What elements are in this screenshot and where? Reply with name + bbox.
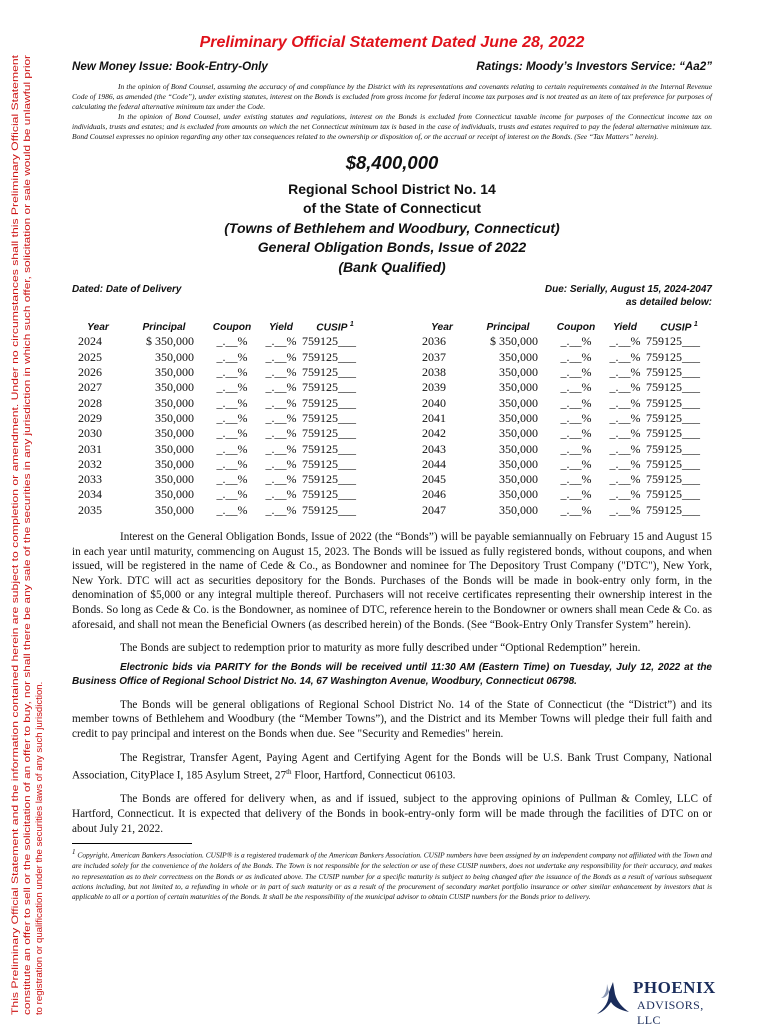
phoenix-advisors-logo — [595, 976, 717, 1027]
table-row — [72, 487, 368, 502]
cell-principal: 350,000 — [499, 410, 538, 425]
cell-principal: 350,000 — [155, 395, 194, 410]
tax-opinion-federal: In the opinion of Bond Counsel, assuming the accuracy of and compliance by the District with its representations and covenants relating to certain requirements contained in the Internal Revenue Code of 1986, as amended (the “Code”), under existing statutes, interest on the Bonds is excluded from gross income for federal income tax purposes and is not treated as an item of tax preference for purposes of calculating the federal alternative minimum tax under the Code. — [72, 82, 712, 112]
cell-yield: _.__% — [609, 487, 641, 502]
side-disclaimer — [2, 0, 56, 1024]
cell-coupon: _.__% — [560, 426, 592, 441]
table-row — [72, 503, 368, 518]
logo-name: PHOENIX — [633, 978, 716, 997]
col-coupon: Coupon — [212, 321, 252, 333]
cell-yield: _.__% — [609, 334, 641, 349]
cell-coupon: _.__% — [560, 334, 592, 349]
maturity-table-right — [416, 321, 712, 518]
cell-year: 2033 — [78, 472, 102, 487]
cell-yield: _.__% — [609, 441, 641, 456]
cell-cusip: 759125___ — [646, 502, 700, 517]
cell-principal: 350,000 — [499, 456, 538, 471]
cell-cusip: 759125___ — [646, 395, 700, 410]
table-row — [416, 350, 712, 365]
cell-cusip: 759125___ — [302, 349, 356, 364]
cell-cusip: 759125___ — [646, 365, 700, 380]
col-yield: Yield — [269, 321, 293, 333]
offered-paragraph: The Bonds are offered for delivery when, as and if issued, subject to the approving opinions of Pullman & Comley, LLC of Hartford, Connecticut. It is expected that delivery of the Bonds in book-entry-only form will be made through the facilities of DTC on or about July 21, 2022. — [72, 793, 712, 835]
due-label — [545, 283, 712, 309]
cell-coupon: _.__% — [216, 441, 248, 456]
cell-cusip: 759125___ — [302, 487, 356, 502]
cell-cusip: 759125___ — [302, 380, 356, 395]
cell-coupon: _.__% — [216, 487, 248, 502]
cell-principal: 350,000 — [499, 395, 538, 410]
cell-coupon: _.__% — [216, 395, 248, 410]
table-row — [72, 426, 368, 441]
cell-cusip: 759125___ — [646, 441, 700, 456]
table-row — [416, 396, 712, 411]
table-row — [416, 411, 712, 426]
cell-cusip: 759125___ — [646, 380, 700, 395]
table-row — [416, 426, 712, 441]
cell-principal: 350,000 — [499, 349, 538, 364]
tax-opinion-state: In the opinion of Bond Counsel, under existing statutes and regulations, interest on the Bonds is excluded from Connecticut taxable income for purposes of the Connecticut income tax on individuals, trusts and estates; and is excluded from amounts on which the net Connecticut minimum tax is based in the case of individuals, trusts and estates required to pay the federal alternative minimum tax. Bond Counsel expresses no opinion regarding any other tax consequences related to the ownership or disposition of, or the accrual or receipt of interest on the Bonds. (See “Tax Matters” herein). — [72, 112, 712, 142]
cusip-footnote: $^1$ Copyright, American Bankers Association. CUSIP® is a registered trademark of the American Bankers Association. CUSIP numbers have been assigned by an independent company not affiliated with the Town and are included solely for the convenience of the holders of the Bonds. The Town is not responsible for the selection or use of these CUSIP numbers, does not undertake any responsibility for their accuracy, and makes no representation as to their correctness on the Bonds or as indicated above. The CUSIP number for a specific maturity is subject to being changed after the issuance of the Bonds as a result of various subsequent actions including, but not limited to, a refunding in whole or in part of such maturity or as a result of the procurement of secondary market portfolio insurance or other similar enhancement by investors that is applicable to all or a portion of certain maturities of the Bonds. It shall be the responsibility of the municipal advisor to obtain CUSIP numbers for the Bonds prior to delivery. — [72, 848, 712, 902]
cell-coupon: _.__% — [216, 349, 248, 364]
cell-year: 2039 — [422, 380, 446, 395]
col-cusip: CUSIP $^1$ — [316, 321, 354, 334]
cell-principal: 350,000 — [155, 487, 194, 502]
cell-yield: _.__% — [265, 426, 297, 441]
table-row — [72, 334, 368, 349]
cell-cusip: 759125___ — [646, 472, 700, 487]
cell-year: 2037 — [422, 349, 446, 364]
issue-type: New Money Issue: Book-Entry-Only — [72, 60, 268, 73]
cell-cusip: 759125___ — [302, 502, 356, 517]
cell-year: 2046 — [422, 487, 446, 502]
side-notice-line-2: constitute an offer to sell or the solicitation of an offer to buy, nor shall there be any sale of the securities in any jurisdiction in which such offer, solicitation or sale would be unlawful prior — [22, 234, 33, 1015]
maturity-table-left — [72, 321, 368, 518]
cell-coupon: _.__% — [560, 441, 592, 456]
due-line-2: as detailed below: — [625, 297, 712, 309]
col-coupon: Coupon — [556, 321, 596, 333]
obligations-paragraph: The Bonds will be general obligations of Regional School District No. 14 of the State of Connecticut (the “District”) and its member towns of Bethlehem and Woodbury (the “Member Towns”), and the District and its Member Towns will pledge their full faith and credit to pay principal and interest on the Bonds when due. See "Security and Remedies" herein. — [72, 698, 712, 740]
cell-cusip: 759125___ — [302, 334, 356, 349]
cell-yield: _.__% — [265, 502, 297, 517]
cell-yield: _.__% — [265, 334, 297, 349]
col-yield: Yield — [613, 321, 637, 333]
cell-coupon: _.__% — [216, 410, 248, 425]
cell-year: 2034 — [78, 487, 102, 502]
cell-year: 2025 — [78, 349, 102, 364]
cell-cusip: 759125___ — [302, 410, 356, 425]
cell-yield: _.__% — [609, 349, 641, 364]
table-row — [416, 503, 712, 518]
table-header-row — [416, 321, 712, 334]
cell-yield: _.__% — [609, 472, 641, 487]
side-disclaimer-svg — [2, 0, 56, 1024]
document-body — [72, 34, 712, 903]
redemption-paragraph: The Bonds are subject to redemption prior to maturity as more fully described under “Optional Redemption” herein. — [120, 642, 641, 655]
cell-cusip: 759125___ — [646, 487, 700, 502]
cell-yield: _.__% — [265, 456, 297, 471]
cell-coupon: _.__% — [560, 365, 592, 380]
cell-coupon: _.__% — [216, 426, 248, 441]
cell-cusip: 759125___ — [646, 426, 700, 441]
cell-coupon: _.__% — [560, 487, 592, 502]
cell-yield: _.__% — [609, 426, 641, 441]
cell-principal: 350,000 — [155, 365, 194, 380]
cell-yield: _.__% — [265, 349, 297, 364]
cell-year: 2028 — [78, 395, 102, 410]
cell-yield: _.__% — [265, 441, 297, 456]
cell-principal: 350,000 — [155, 349, 194, 364]
cell-yield: _.__% — [265, 472, 297, 487]
cell-cusip: 759125___ — [646, 410, 700, 425]
table-row — [72, 411, 368, 426]
issue-info-row — [72, 60, 712, 73]
table-row — [416, 380, 712, 395]
logo-sub: ADVISORS, LLC — [637, 998, 704, 1027]
cell-year: 2032 — [78, 456, 102, 471]
cell-cusip: 759125___ — [646, 334, 700, 349]
table-row — [72, 472, 368, 487]
cell-principal: 350,000 — [155, 472, 194, 487]
cell-year: 2040 — [422, 395, 446, 410]
cell-year: 2036 — [422, 334, 446, 349]
cell-principal: 350,000 — [155, 502, 194, 517]
phoenix-bird-icon — [595, 978, 631, 1018]
maturity-rows-left — [72, 334, 368, 518]
bond-title: General Obligation Bonds, Issue of 2022 — [257, 239, 527, 256]
cell-year: 2026 — [78, 365, 102, 380]
cell-cusip: 759125___ — [646, 456, 700, 471]
cell-yield: _.__% — [609, 380, 641, 395]
bank-qualified: (Bank Qualified) — [338, 258, 446, 275]
cell-principal: $ 350,000 — [146, 334, 194, 349]
table-header-row — [72, 321, 368, 334]
table-row — [416, 442, 712, 457]
table-row — [416, 457, 712, 472]
side-notice-line-1: This Preliminary Official Statement and the information contained herein are subject to completion or amendment. Under no circumstances shall this Preliminary Official Statement — [10, 258, 21, 1015]
cell-cusip: 759125___ — [302, 426, 356, 441]
dated-due-row — [72, 283, 712, 309]
table-row — [72, 350, 368, 365]
cell-yield: _.__% — [609, 395, 641, 410]
cell-year: 2029 — [78, 410, 102, 425]
cell-principal: 350,000 — [499, 472, 538, 487]
cell-principal: 350,000 — [155, 426, 194, 441]
cell-cusip: 759125___ — [302, 472, 356, 487]
cell-year: 2031 — [78, 441, 102, 456]
table-row — [72, 365, 368, 380]
cell-principal: 350,000 — [499, 441, 538, 456]
col-year: Year — [431, 321, 453, 333]
cell-cusip: 759125___ — [302, 441, 356, 456]
col-principal: Principal — [486, 321, 530, 333]
footnote-divider — [72, 843, 192, 844]
interest-paragraph: Interest on the General Obligation Bonds, Issue of 2022 (the “Bonds”) will be payable semiannually on February 15 and August 15 in each year until maturity, commencing on August 15, 2023. The Bonds will be issued as fully registered bonds, without coupons, and when issued, will be registered in the name of Cede & Co., as Bondowner and nominee for The Depository Trust Company ("DTC"), New York, New York. DTC will act as securities depository for the Bonds. Purchases of the Bonds will be made in book-entry only form, in the denomination of $5,000 or any integral multiple thereof. Purchasers will not receive certificates representing their ownership interest in the Bonds. So long as Cede & Co. is the Bondowner, as nominee of DTC, reference herein to the Bondowner or owners shall mean Cede & Co. as aforesaid, and shall not mean the Beneficial Owners (as described herein) of the Bonds. (See “Book-Entry Only Transfer System” herein). — [72, 531, 712, 631]
cell-year: 2038 — [422, 365, 446, 380]
cell-principal: 350,000 — [155, 441, 194, 456]
dated-label: Dated: Date of Delivery — [72, 284, 182, 296]
issuer-state: of the State of Connecticut — [302, 200, 482, 217]
cell-coupon: _.__% — [216, 502, 248, 517]
cell-yield: _.__% — [265, 365, 297, 380]
cell-cusip: 759125___ — [302, 365, 356, 380]
table-row — [72, 442, 368, 457]
cell-coupon: _.__% — [216, 365, 248, 380]
col-principal: Principal — [142, 321, 186, 333]
cell-coupon: _.__% — [560, 395, 592, 410]
cell-cusip: 759125___ — [302, 456, 356, 471]
table-row — [72, 396, 368, 411]
cell-coupon: _.__% — [216, 456, 248, 471]
cell-year: 2024 — [78, 334, 102, 349]
maturity-rows-right — [416, 334, 712, 518]
ratings: Ratings: Moody’s Investors Service: “Aa2” — [476, 60, 712, 73]
col-cusip: CUSIP $^1$ — [660, 321, 698, 334]
cell-year: 2042 — [422, 426, 446, 441]
cell-coupon: _.__% — [216, 334, 248, 349]
cell-coupon: _.__% — [560, 349, 592, 364]
table-row — [416, 472, 712, 487]
cell-yield: _.__% — [609, 410, 641, 425]
table-row — [72, 457, 368, 472]
cell-yield: _.__% — [265, 487, 297, 502]
cell-cusip: 759125___ — [646, 349, 700, 364]
cell-year: 2044 — [422, 456, 446, 471]
cell-year: 2043 — [422, 441, 446, 456]
cell-yield: _.__% — [265, 410, 297, 425]
table-row — [416, 365, 712, 380]
cell-yield: _.__% — [265, 380, 297, 395]
cell-cusip: 759125___ — [302, 395, 356, 410]
cell-year: 2047 — [422, 502, 446, 517]
registrar-paragraph: The Registrar, Transfer Agent, Paying Agent and Certifying Agent for the Bonds will be U.S. Bank Trust Company, National Association, CityPlace I, 185 Asylum Street, 27th Floor, Hartford, Connecticut 06103. — [72, 751, 712, 782]
cell-principal: 350,000 — [155, 410, 194, 425]
table-row — [416, 487, 712, 502]
cell-yield: _.__% — [609, 502, 641, 517]
bids-paragraph: Electronic bids via PARITY for the Bonds will be received until 11:30 AM (Eastern Time) on Tuesday, July 12, 2022 at the Business Office of Regional School District No. 14, 67 Washington Avenue, Woodbury, Connecticut 06798. — [72, 661, 712, 687]
col-year: Year — [87, 321, 109, 333]
cell-principal: 350,000 — [499, 365, 538, 380]
cell-year: 2030 — [78, 426, 102, 441]
cell-principal: 350,000 — [499, 380, 538, 395]
table-row — [72, 380, 368, 395]
cell-year: 2041 — [422, 410, 446, 425]
cell-principal: 350,000 — [155, 380, 194, 395]
maturity-schedule — [72, 321, 712, 518]
cell-coupon: _.__% — [560, 472, 592, 487]
table-row — [416, 334, 712, 349]
cell-coupon: _.__% — [216, 472, 248, 487]
cell-yield: _.__% — [609, 365, 641, 380]
page-title: Preliminary Official Statement Dated June 28, 2022 — [199, 34, 585, 51]
cell-principal: 350,000 — [499, 426, 538, 441]
issue-amount: $8,400,000 — [345, 151, 439, 173]
side-notice-line-3: to registration or qualification under the securities laws of any such jurisdiction. — [34, 681, 45, 1015]
cell-principal: 350,000 — [499, 502, 538, 517]
cell-principal: $ 350,000 — [490, 334, 538, 349]
issuer-name: Regional School District No. 14 — [288, 180, 496, 197]
cell-coupon: _.__% — [560, 380, 592, 395]
due-line-1: Due: Serially, August 15, 2024-2047 — [544, 284, 712, 296]
cell-coupon: _.__% — [216, 380, 248, 395]
cell-coupon: _.__% — [560, 456, 592, 471]
cell-coupon: _.__% — [560, 410, 592, 425]
cell-year: 2045 — [422, 472, 446, 487]
issuer-towns: (Towns of Bethlehem and Woodbury, Connecticut) — [224, 219, 560, 236]
cell-principal: 350,000 — [155, 456, 194, 471]
cell-yield: _.__% — [265, 395, 297, 410]
cell-yield: _.__% — [609, 456, 641, 471]
cell-year: 2027 — [78, 380, 102, 395]
cell-coupon: _.__% — [560, 502, 592, 517]
cell-year: 2035 — [78, 502, 102, 517]
cell-principal: 350,000 — [499, 487, 538, 502]
